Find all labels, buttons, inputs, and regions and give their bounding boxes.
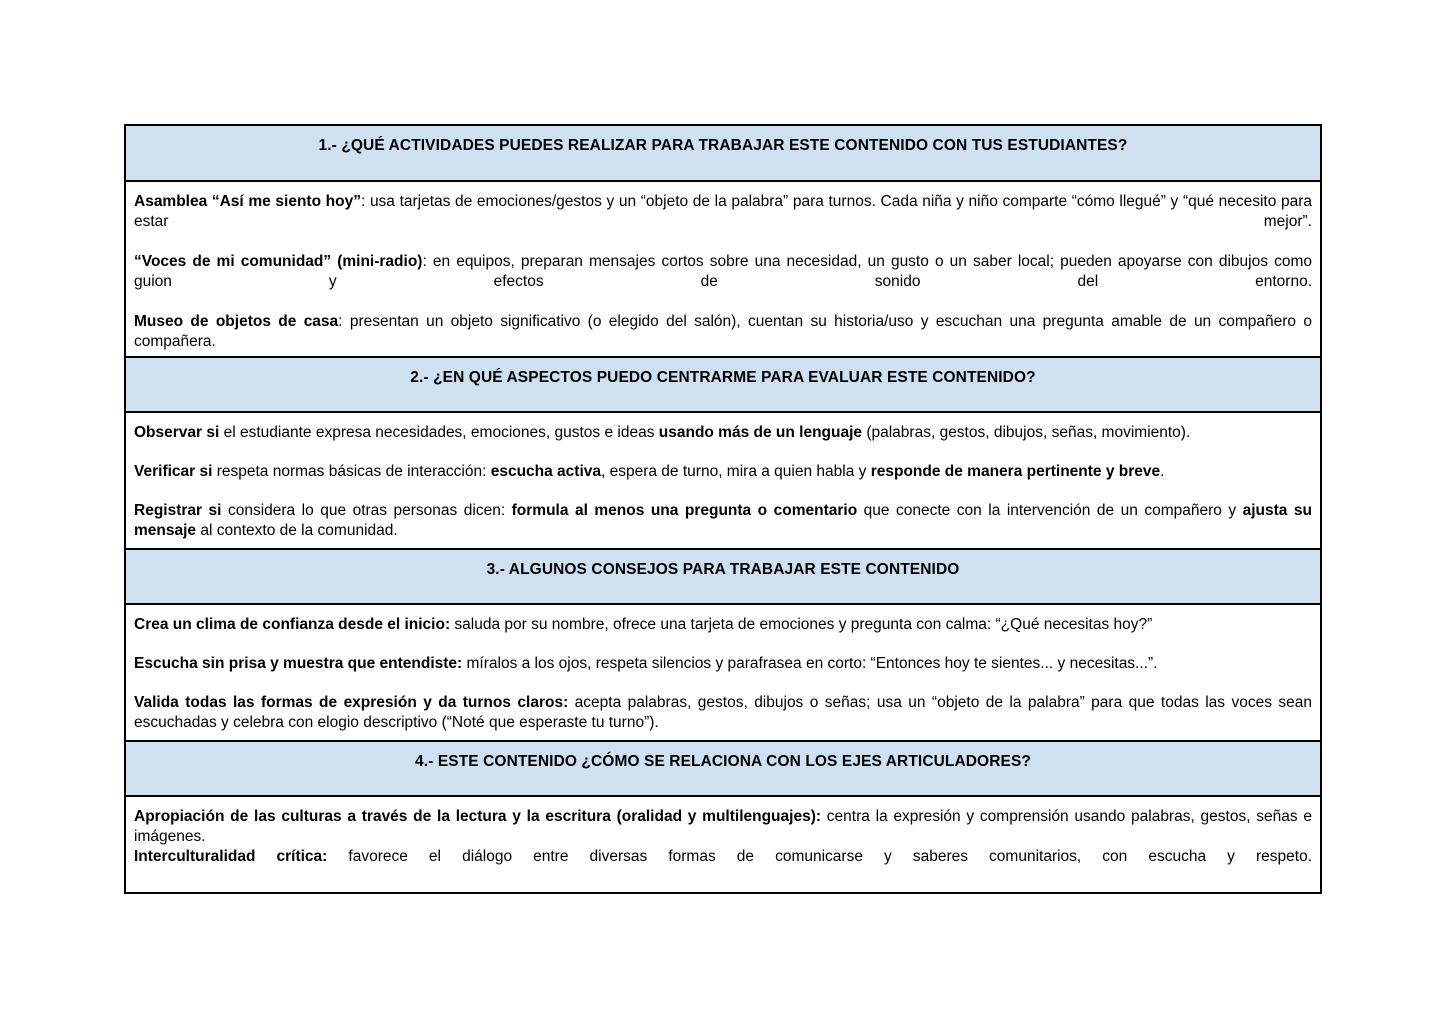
eval-verificar-emphasis-2: responde de manera pertinente y breve [870, 463, 1161, 480]
tip-valida-lead: Valida todas las formas de expresión y da turnos claros: [134, 694, 569, 711]
section-3-header [126, 548, 1320, 605]
axis-interculturalidad-text: favorece el diálogo entre diversas formas de comunicarse y saberes comunitarios, con escucha y respeto. [327, 848, 1312, 865]
axis-apropiacion-lead: Apropiación de las culturas a través de la lectura y la escritura (oralidad y multilenguajes): [134, 808, 822, 825]
tip-escucha-text: míralos a los ojos, respeta silencios y parafrasea en corto: “Entonces hoy te sientes... y necesitas...”. [462, 655, 1158, 672]
activity-voces-name: “Voces de mi comunidad” (mini-radio) [134, 253, 423, 270]
tip-clima [134, 615, 1312, 635]
eval-observar-text-1: el estudiante expresa necesidades, emociones, gustos e ideas [219, 424, 659, 441]
eval-registrar-text-3: al contexto de la comunidad. [196, 522, 398, 539]
axis-interculturalidad [134, 847, 1312, 867]
activity-museo-name: Museo de objetos de casa [134, 313, 339, 330]
section-3-body [126, 605, 1320, 741]
axis-interculturalidad-lead: Interculturalidad crítica: [134, 848, 328, 865]
eval-verificar-text-3: . [1160, 463, 1165, 480]
section-1-title: 1.- ¿QUÉ ACTIVIDADES PUEDES REALIZAR PARA TRABAJAR ESTE CONTENIDO CON TUS ESTUDIANTES? [318, 137, 1128, 154]
tip-escucha [134, 654, 1312, 674]
axis-apropiacion [134, 807, 1312, 847]
content-table [124, 124, 1322, 894]
eval-registrar-emphasis-1: formula al menos una pregunta o comentario [511, 502, 858, 519]
tip-clima-text: saluda por su nombre, ofrece una tarjeta de emociones y pregunta con calma: “¿Qué necesitas hoy?” [450, 616, 1153, 633]
section-3-title: 3.- ALGUNOS CONSEJOS PARA TRABAJAR ESTE CONTENIDO [486, 561, 960, 578]
eval-registrar-text-2: que conecte con la intervención de un compañero y [857, 502, 1243, 519]
eval-observar-emphasis: usando más de un lenguaje [658, 424, 863, 441]
eval-verificar-text-1: respeta normas básicas de interacción: [212, 463, 491, 480]
tip-valida-text: acepta palabras, gestos, dibujos o señas; usa un “objeto de la palabra” para que todas las voces sean escuchadas y celebra con elogio descriptivo (“Noté que esperaste tu turno”). [134, 694, 1312, 731]
activity-museo-text: : presentan un objeto significativo (o elegido del salón), cuentan su historia/uso y escuchan una pregunta amable de un compañero o compañera. [134, 313, 1313, 350]
section-2-body [126, 413, 1320, 549]
activity-voces [134, 252, 1312, 292]
tip-escucha-lead: Escucha sin prisa y muestra que entendiste: [134, 655, 463, 672]
eval-registrar-text-1: considera lo que otras personas dicen: [221, 502, 512, 519]
section-1-body [126, 182, 1320, 358]
activity-museo [134, 312, 1312, 352]
section-4-title: 4.- ESTE CONTENIDO ¿CÓMO SE RELACIONA CON LOS EJES ARTICULADORES? [415, 753, 1031, 770]
eval-observar-lead: Observar si [134, 424, 220, 441]
section-4-header [126, 740, 1320, 797]
tip-clima-lead: Crea un clima de confianza desde el inicio: [134, 616, 451, 633]
eval-registrar-lead: Registrar si [134, 502, 222, 519]
eval-registrar [134, 501, 1312, 541]
eval-verificar-lead: Verificar si [134, 463, 213, 480]
activity-voces-text: : en equipos, preparan mensajes cortos sobre una necesidad, un gusto o un saber local; pueden apoyarse con dibujos como guion y efectos de sonido del entorno. [134, 253, 1312, 290]
eval-verificar [134, 462, 1312, 482]
eval-registrar-emphasis-2: ajusta su mensaje [134, 502, 1312, 539]
eval-verificar-text-2: , espera de turno, mira a quien habla y [601, 463, 871, 480]
tip-valida [134, 693, 1312, 733]
section-4-body [126, 797, 1320, 892]
section-2-title: 2.- ¿EN QUÉ ASPECTOS PUEDO CENTRARME PARA EVALUAR ESTE CONTENIDO? [410, 369, 1036, 386]
eval-observar-text-2: (palabras, gestos, dibujos, señas, movimiento). [862, 424, 1191, 441]
section-2-header [126, 356, 1320, 413]
activity-asamblea-text: : usa tarjetas de emociones/gestos y un “objeto de la palabra” para turnos. Cada niña y niño comparte “cómo llegué” y “qué necesito para estar mejor”. [134, 193, 1312, 230]
section-1-header [126, 126, 1320, 182]
eval-observar [134, 423, 1312, 443]
activity-asamblea [134, 192, 1312, 232]
eval-verificar-emphasis-1: escucha activa [490, 463, 601, 480]
activity-asamblea-name: Asamblea “Así me siento hoy” [134, 193, 361, 210]
axis-apropiacion-text: centra la expresión y comprensión usando palabras, gestos, señas e imágenes. [134, 808, 1312, 845]
